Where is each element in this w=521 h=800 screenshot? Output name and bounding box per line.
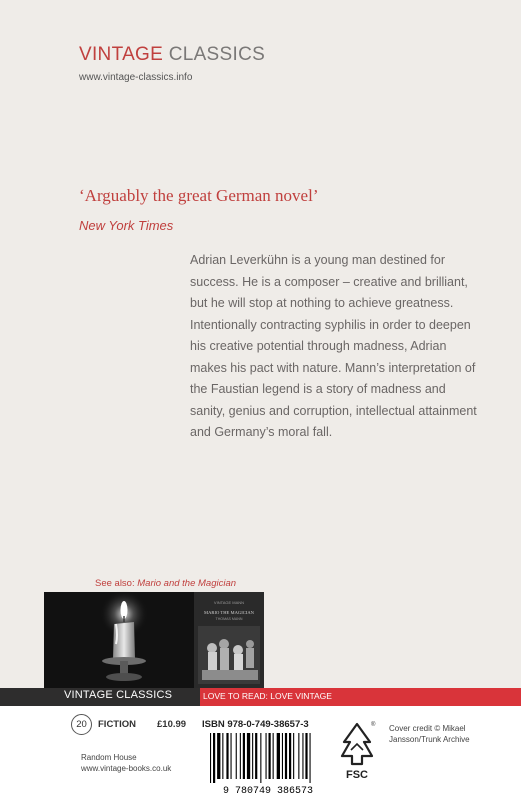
brand-word-vintage: VINTAGE <box>79 44 164 65</box>
barcode-bar <box>255 733 257 779</box>
candle-image <box>44 592 194 688</box>
barcode-digits: 9 780749 386573 <box>222 786 314 797</box>
barcode-bar <box>285 733 287 779</box>
thumbnail-title: MARIO THE MAGICIAN <box>204 610 254 615</box>
fsc-logo-icon <box>340 720 374 782</box>
band-brand: VINTAGE CLASSICS <box>64 689 173 701</box>
barcode-bar <box>210 733 211 783</box>
publisher-url[interactable]: www.vintage-books.co.uk <box>81 764 172 773</box>
see-also <box>95 578 236 589</box>
brand-logo-text <box>79 44 265 66</box>
barcode-bar <box>226 733 228 779</box>
barcode-icon <box>198 731 338 795</box>
age-badge-icon: 20 <box>71 714 92 735</box>
barcode-bar <box>247 733 250 779</box>
barcode-bar <box>222 733 223 779</box>
barcode-bar <box>217 733 220 779</box>
barcode-bar <box>282 733 283 779</box>
barcode-bar <box>305 733 307 779</box>
barcode-bar <box>231 733 232 779</box>
brand-url[interactable]: www.vintage-classics.info <box>79 72 193 83</box>
book-blurb: Adrian Leverkühn is a young man destined for success. He is a composer – creative and brilliant, but he will stop at nothing to achieve greatness. Intentionally contracting syphilis in order to deepen his creative potential through madness, Adrian makes his pact with nature. Mann’s interpretation of the Faustian legend is a story of madness and sanity, genius and corruption, intellectual attainment and Germany’s moral fall. <box>190 253 477 439</box>
thumbnail-series: VINTAGE MANN <box>213 600 245 605</box>
candle-photo <box>44 592 194 688</box>
barcode-bar <box>269 733 271 779</box>
barcode-bar <box>260 733 261 783</box>
svg-text:®: ® <box>371 722 376 728</box>
publisher-info <box>81 752 171 774</box>
barcode-bar <box>266 733 267 779</box>
see-also-label: See also: <box>95 578 135 589</box>
band-slogan: LOVE TO READ: LOVE VINTAGE <box>203 691 332 701</box>
review-quote: ‘Arguably the great German novel’ <box>79 186 319 205</box>
barcode-bar <box>293 733 294 779</box>
cover-credit: Cover credit © Mikael Jansson/Trunk Archive <box>389 724 470 744</box>
isbn: ISBN 978-0-749-38657-3 <box>202 719 309 730</box>
barcode-bar <box>277 733 280 779</box>
barcode-bar <box>252 733 253 779</box>
brand-word-classics: CLASSICS <box>168 44 266 65</box>
barcode-bar <box>310 733 311 783</box>
barcode-bar <box>273 733 274 779</box>
see-also-book-thumbnail[interactable] <box>194 592 264 688</box>
thumbnail-image <box>194 592 264 688</box>
barcode-bar <box>240 733 241 779</box>
see-also-title[interactable]: Mario and the Magician <box>137 578 237 589</box>
barcode-bar <box>213 733 215 783</box>
fsc-label: FSC <box>346 769 368 781</box>
barcode-bar <box>243 733 245 779</box>
price: £10.99 <box>157 719 187 730</box>
barcode-bar <box>302 733 303 779</box>
barcode-bar <box>298 733 299 779</box>
review-source: New York Times <box>79 218 174 233</box>
category-label: FICTION <box>98 719 136 730</box>
thumbnail-author: THOMAS MANN <box>215 617 243 621</box>
barcode-bar <box>289 733 291 779</box>
barcode-bar <box>236 733 237 779</box>
publisher-name: Random House <box>81 753 137 762</box>
